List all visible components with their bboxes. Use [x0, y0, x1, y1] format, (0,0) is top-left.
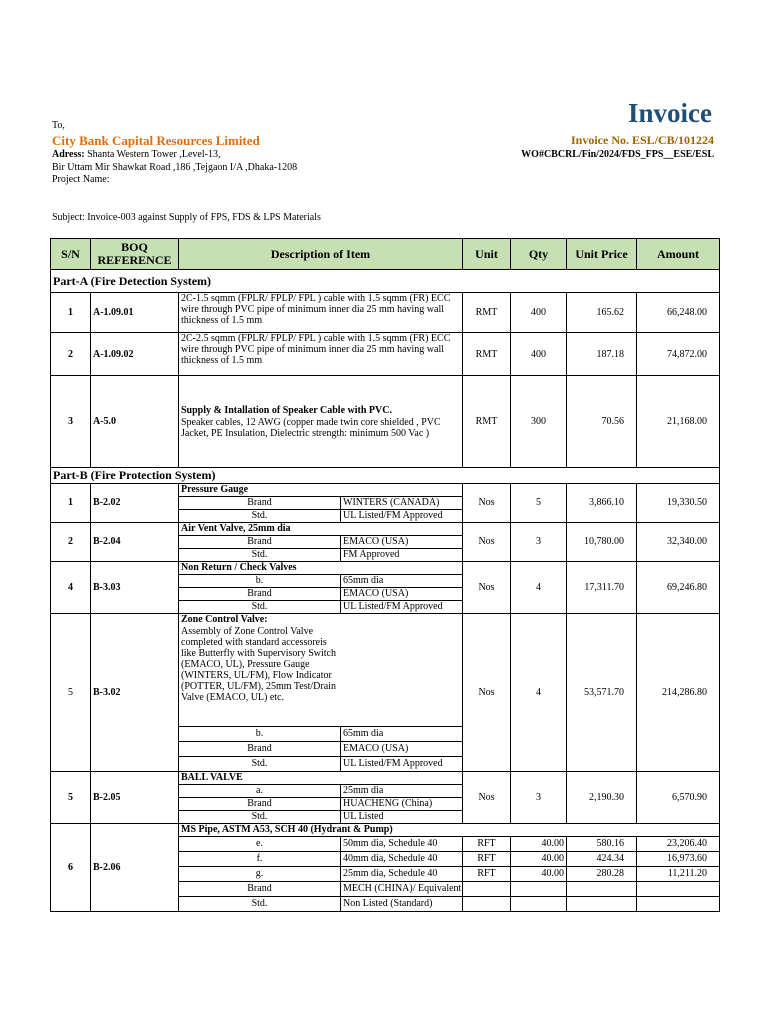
- row-amount: 66,248.00: [637, 293, 720, 333]
- row-unit: Nos: [463, 772, 511, 824]
- row-price: [567, 882, 637, 897]
- row-qty: 400: [511, 333, 567, 376]
- row-qty: [511, 897, 567, 912]
- table-row: [51, 772, 720, 785]
- row-unit: RFT: [463, 837, 511, 852]
- subject-line: Subject: Invoice-003 against Supply of FPS, FDS & LPS Materials: [52, 212, 321, 223]
- spec-value: EMACO (USA): [341, 588, 463, 601]
- row-price: 10,780.00: [567, 523, 637, 562]
- spec-key: Std.: [179, 757, 341, 772]
- table-row: [51, 333, 720, 376]
- row-sn: 5: [51, 772, 91, 824]
- row-sn: 5: [51, 614, 91, 772]
- row-unit: RMT: [463, 376, 511, 468]
- row-ref: B-2.06: [91, 824, 179, 912]
- spec-value: Non Listed (Standard): [341, 897, 463, 912]
- table-row: [51, 293, 720, 333]
- spec-value: UL Listed/FM Approved: [341, 601, 463, 614]
- row-desc-title: Zone Control Valve:: [181, 614, 268, 625]
- spec-key: f.: [179, 852, 341, 867]
- spec-key: Brand: [179, 588, 341, 601]
- row-qty: 3: [511, 523, 567, 562]
- row-desc-title: Supply & Intallation of Speaker Cable with PVC.: [181, 404, 392, 416]
- col-unit-price: Unit Price: [567, 239, 637, 270]
- spec-key: Brand: [179, 536, 341, 549]
- spec-value: 50mm dia, Schedule 40: [341, 837, 463, 852]
- spec-key: b.: [179, 727, 341, 742]
- row-price: 280.28: [567, 867, 637, 882]
- address-line-1: [52, 149, 220, 160]
- row-desc: 2C-1.5 sqmm (FPLR/ FPLP/ FPL ) cable with 1.5 sqmm (FR) ECC wire through PVC pipe of minimum inner dia 25 mm having wall thickness of 1.5 mm: [179, 293, 463, 333]
- address-text: Shanta Western Tower ,Level-13,: [84, 149, 221, 160]
- invoice-title: Invoice: [628, 98, 712, 128]
- row-unit: RMT: [463, 293, 511, 333]
- row-amount: [637, 882, 720, 897]
- row-desc-title: Pressure Gauge: [179, 484, 463, 497]
- spec-key: g.: [179, 867, 341, 882]
- spec-value: 25mm dia, Schedule 40: [341, 867, 463, 882]
- row-price: 17,311.70: [567, 562, 637, 614]
- spec-key: Std.: [179, 897, 341, 912]
- spec-value: EMACO (USA): [341, 536, 463, 549]
- spec-key: Std.: [179, 510, 341, 523]
- row-amount: 21,168.00: [637, 376, 720, 468]
- table-row: [51, 376, 720, 468]
- row-unit: [463, 897, 511, 912]
- project-name: Project Name:: [52, 174, 110, 185]
- spec-value: UL Listed: [341, 811, 463, 824]
- row-unit: RFT: [463, 852, 511, 867]
- row-amount: 32,340.00: [637, 523, 720, 562]
- row-desc-text: Speaker cables, 12 AWG (copper made twin core shielded , PVC Jacket, PE Insulation, Dielectric strength: minimum 500 Vac ): [181, 416, 441, 439]
- part-b-title: Part-B (Fire Protection System): [51, 468, 720, 484]
- spec-key: Brand: [179, 798, 341, 811]
- row-price: [567, 897, 637, 912]
- row-price: 424.34: [567, 852, 637, 867]
- address-line-2: Bir Uttam Mir Shawkat Road ,186 ,Tejgaon I/A ,Dhaka-1208: [52, 162, 298, 173]
- row-sn: 3: [51, 376, 91, 468]
- row-ref: B-2.04: [91, 523, 179, 562]
- spec-key: b.: [179, 575, 341, 588]
- row-qty: 40.00: [511, 837, 567, 852]
- row-amount: 74,872.00: [637, 333, 720, 376]
- row-amount: [637, 897, 720, 912]
- row-unit: Nos: [463, 614, 511, 772]
- row-price: 165.62: [567, 293, 637, 333]
- table-row: [51, 824, 720, 837]
- col-description: Description of Item: [179, 239, 463, 270]
- col-unit: Unit: [463, 239, 511, 270]
- row-sn: 2: [51, 333, 91, 376]
- table-row: [51, 614, 720, 727]
- col-boq-reference: BOQ REFERENCE: [91, 239, 179, 270]
- row-price: 187.18: [567, 333, 637, 376]
- row-price: 580.16: [567, 837, 637, 852]
- spec-value: UL Listed/FM Approved: [341, 510, 463, 523]
- row-unit: Nos: [463, 484, 511, 523]
- row-qty: 40.00: [511, 867, 567, 882]
- spec-value: 65mm dia: [341, 727, 463, 742]
- col-qty: Qty: [511, 239, 567, 270]
- row-ref: B-3.02: [91, 614, 179, 772]
- row-amount: 11,211.20: [637, 867, 720, 882]
- row-qty: 300: [511, 376, 567, 468]
- row-desc-title: BALL VALVE: [179, 772, 463, 785]
- row-unit: RMT: [463, 333, 511, 376]
- spec-key: e.: [179, 837, 341, 852]
- row-sn: 4: [51, 562, 91, 614]
- client-name: City Bank Capital Resources Limited: [52, 133, 260, 148]
- spec-key: Brand: [179, 882, 341, 897]
- spec-value: FM Approved: [341, 549, 463, 562]
- row-sn: 2: [51, 523, 91, 562]
- table-header-row: [51, 239, 720, 270]
- spec-value: 40mm dia, Schedule 40: [341, 852, 463, 867]
- row-price: 2,190.30: [567, 772, 637, 824]
- spec-key: a.: [179, 785, 341, 798]
- row-price: 70.56: [567, 376, 637, 468]
- row-ref: A-5.0: [91, 376, 179, 468]
- row-desc-blank: [341, 614, 463, 727]
- row-desc: [179, 376, 463, 468]
- row-ref: B-3.03: [91, 562, 179, 614]
- spec-value: EMACO (USA): [341, 742, 463, 757]
- spec-value: UL Listed/FM Approved: [341, 757, 463, 772]
- row-sn: 1: [51, 293, 91, 333]
- invoice-number: Invoice No. ESL/CB/101224: [570, 133, 714, 147]
- row-desc-text: Assembly of Zone Control Valve completed with standard accessoreis like Butterfly with Supervisory Switch (EMACO, UL), Pressure Gauge (WINTERS, UL/FM), Flow Indicator (POTTER, UL/FM), 25mm Test/Drain Valve (EMACO, UL) etc.: [181, 626, 336, 703]
- row-desc-title: Air Vent Valve, 25mm dia: [179, 523, 463, 536]
- row-qty: 3: [511, 772, 567, 824]
- row-price: 53,571.70: [567, 614, 637, 772]
- spec-value: WINTERS (CANADA): [341, 497, 463, 510]
- row-ref: B-2.05: [91, 772, 179, 824]
- row-desc-title: Non Return / Check Valves: [179, 562, 463, 575]
- table-row: [51, 484, 720, 497]
- spec-value: MECH (CHINA)/ Equivalent: [341, 882, 463, 897]
- row-unit: Nos: [463, 562, 511, 614]
- row-ref: A-1.09.01: [91, 293, 179, 333]
- spec-key: Brand: [179, 742, 341, 757]
- col-amount: Amount: [637, 239, 720, 270]
- address-label: Adress:: [52, 149, 85, 160]
- spec-value: 65mm dia: [341, 575, 463, 588]
- row-desc: [179, 614, 341, 727]
- row-qty: 5: [511, 484, 567, 523]
- row-unit: Nos: [463, 523, 511, 562]
- row-qty: [511, 882, 567, 897]
- row-unit: [463, 882, 511, 897]
- row-desc-title: MS Pipe, ASTM A53, SCH 40 (Hydrant & Pump): [179, 824, 720, 837]
- part-a-header: [51, 270, 720, 293]
- spec-key: Std.: [179, 811, 341, 824]
- col-sn: S/N: [51, 239, 91, 270]
- row-ref: A-1.09.02: [91, 333, 179, 376]
- row-desc: 2C-2.5 sqmm (FPLR/ FPLP/ FPL ) cable with 1.5 sqmm (FR) ECC wire through PVC pipe of minimum inner dia 25 mm having wall thickness of 1.5 mm: [179, 333, 463, 376]
- row-sn: 6: [51, 824, 91, 912]
- row-qty: 400: [511, 293, 567, 333]
- row-amount: 69,246.80: [637, 562, 720, 614]
- spec-key: Std.: [179, 549, 341, 562]
- work-order: WO#CBCRL/Fin/2024/FDS_FPS__ESE/ESL: [521, 149, 714, 160]
- row-ref: B-2.02: [91, 484, 179, 523]
- row-price: 3,866.10: [567, 484, 637, 523]
- table-row: [51, 523, 720, 536]
- spec-key: Brand: [179, 497, 341, 510]
- row-amount: 16,973.60: [637, 852, 720, 867]
- row-amount: 19,330.50: [637, 484, 720, 523]
- row-qty: 4: [511, 562, 567, 614]
- part-a-title: Part-A (Fire Detection System): [51, 270, 720, 293]
- invoice-table: [50, 238, 720, 912]
- row-qty: 40.00: [511, 852, 567, 867]
- row-amount: 6,570.90: [637, 772, 720, 824]
- spec-key: Std.: [179, 601, 341, 614]
- row-amount: 23,206.40: [637, 837, 720, 852]
- spec-value: HUACHENG (China): [341, 798, 463, 811]
- table-row: [51, 562, 720, 575]
- row-qty: 4: [511, 614, 567, 772]
- part-b-header: [51, 468, 720, 484]
- row-amount: 214,286.80: [637, 614, 720, 772]
- to-label: To,: [52, 120, 65, 131]
- row-unit: RFT: [463, 867, 511, 882]
- row-sn: 1: [51, 484, 91, 523]
- spec-value: 25mm dia: [341, 785, 463, 798]
